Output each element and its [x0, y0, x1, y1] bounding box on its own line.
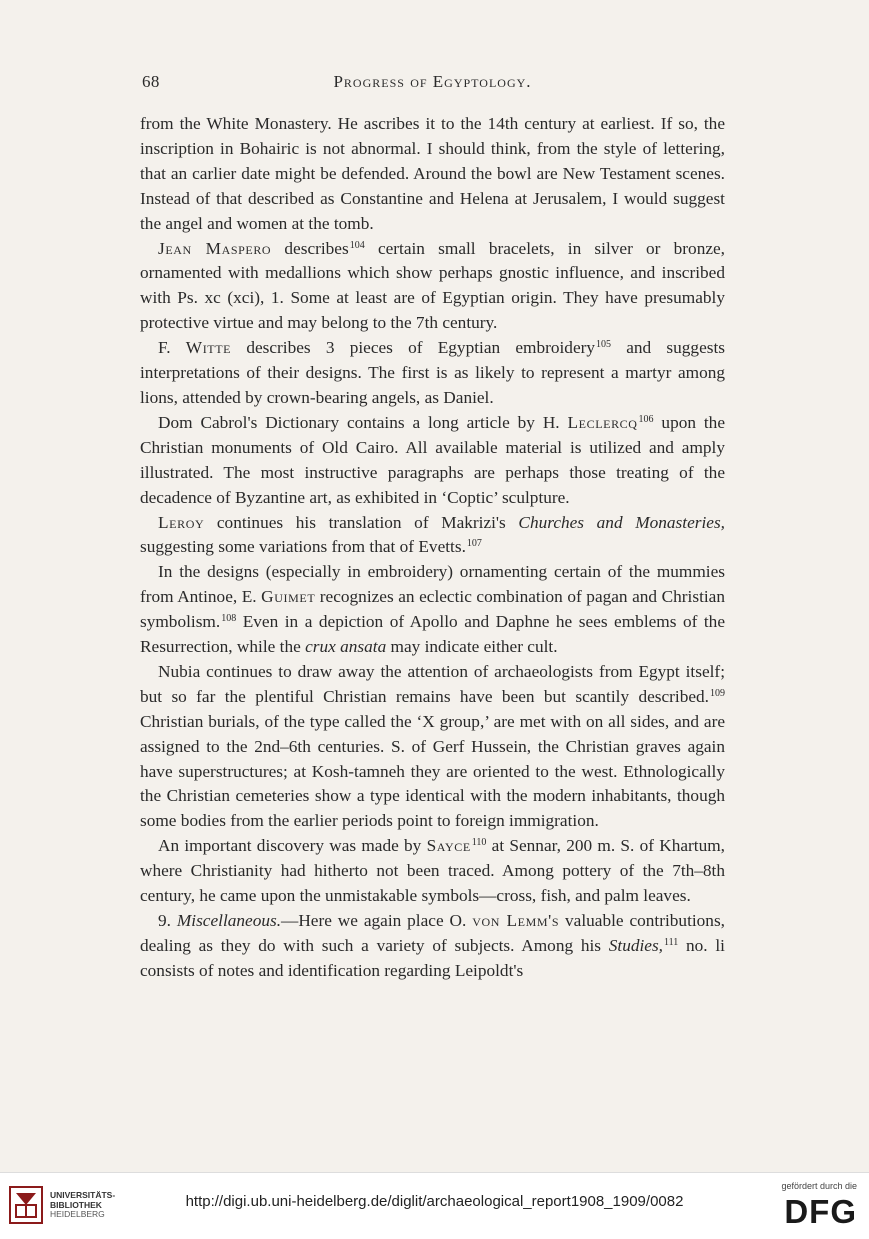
- text-run: Even in a depiction of Apollo and Daphne he sees emblems of the Resurrection, while the: [140, 612, 725, 657]
- author-name: Leclercq: [567, 412, 638, 432]
- italic-text: crux ansata: [305, 637, 387, 657]
- funding-notice: [767, 1181, 857, 1229]
- footnote-ref: 111: [664, 936, 679, 948]
- body-text: [140, 112, 725, 984]
- text-run: certain small bracelets, in silver or bronze, ornamented with medallions which show perhaps gnostic influence, and inscribed with Ps. xc (xci), 1. Some at least are of Egyptian origin. They have presumably protective virtue and may belong to the 7th century.: [140, 238, 725, 333]
- text-run: An important discovery was made by: [158, 836, 427, 856]
- text-run: Dom Cabrol's Dictionary contains a long article by H.: [158, 412, 568, 432]
- text-run: describes 3 pieces of Egyptian embroidery: [231, 338, 596, 358]
- library-name-line: UNIVERSITÄTS-: [50, 1190, 116, 1200]
- text-run: at Sennar, 200 m. S. of Khartum, where Christianity had hitherto not been traced. Among pottery of the 7th–8th century, he came upon the unmistakable symbols—cross, fish, and palm leaves.: [140, 836, 725, 906]
- running-head: Progress of Egyptology.: [333, 72, 532, 91]
- text-run: Nubia continues to draw away the attention of archaeologists from Egypt itself; but so far the plentiful Christian remains have been but scantily described.: [140, 661, 725, 706]
- author-name: Sayce: [426, 836, 471, 856]
- author-name: Witte: [185, 338, 232, 358]
- text-run: Christian burials, of the type called the ‘X group,’ are met with on all sides, and are assigned to the 2nd–6th centuries. S. of Gerf Hussein, the Christian graves again have superstructures; at Kosh-tamneh they are oriented to the west. Ethnologically the Christian cemeteries show a type identical with the modern inhabitants, though some bodies from the earlier periods point to foreign immigration.: [140, 711, 725, 831]
- source-url-link[interactable]: http://digi.ub.uni-heidelberg.de/diglit/archaeological_report1908_1909/0082: [185, 1193, 684, 1210]
- footnote-ref: 106: [638, 413, 654, 425]
- page-number: 68: [142, 72, 160, 91]
- paragraph: [140, 560, 725, 660]
- author-name: Leroy: [158, 512, 205, 532]
- author-name: Guimet: [261, 587, 316, 607]
- text-run: may indicate either cult.: [386, 637, 558, 657]
- author-name: von Lemm's: [472, 911, 560, 930]
- text-run: F.: [158, 338, 186, 358]
- footnote-ref: 107: [466, 538, 482, 550]
- footnote-ref: 110: [471, 837, 487, 849]
- text-run: and suggests interpretations of their designs. The first is as likely to represent a martyr among lions, attended by crown-bearing angels, as Daniel.: [140, 338, 725, 407]
- text-run: no. li consists of notes and identification regarding Leipoldt's: [140, 935, 725, 980]
- paragraph: [140, 411, 725, 511]
- text-run: suggesting some variations from that of Evetts.: [140, 537, 466, 557]
- text-run: continues his translation of Makrizi's: [204, 512, 519, 532]
- footnote-ref: 105: [596, 339, 612, 351]
- italic-text: Churches and Monasteries,: [518, 512, 725, 532]
- paragraph: [140, 511, 725, 561]
- text-run: upon the Christian monuments of Old Cairo. All available material is utilized and amply illustrated. The most instructive paragraphs are perhaps those treating of the decadence of Byzantine art, as exhibited in ‘Coptic’ sculpture.: [140, 412, 725, 507]
- page-header: [140, 72, 725, 96]
- footer-bar: [0, 1172, 869, 1239]
- dfg-logo[interactable]: DFG: [784, 1193, 857, 1230]
- text-run: 9.: [158, 911, 177, 930]
- author-name: Jean Maspero: [158, 238, 272, 258]
- paragraph: [140, 834, 725, 909]
- text-run: —Here we again place O.: [281, 911, 473, 930]
- text-run: valuable contributions, dealing as they do with such a variety of subjects. Among his: [140, 911, 725, 955]
- paragraph: [140, 237, 725, 337]
- text-run: from the White Monastery. He ascribes it to the 14th century at earliest. If so, the inscription in Bohairic is not abnormal. I should think, from the style of lettering, that an carlier date might be defended. Around the bowl are New Testament scenes. Instead of that described as Constantine and Helena at Jerusalem, I would suggest the angel and women at the tomb.: [140, 114, 725, 233]
- paragraph: [140, 112, 725, 237]
- library-name-line: BIBLIOTHEK: [50, 1199, 102, 1210]
- text-run: recognizes an eclectic combination of pagan and Christian symbolism.: [140, 587, 725, 632]
- text-run: In the designs (especially in embroidery) ornamenting certain of the mummies from Antinoe, E.: [140, 562, 725, 607]
- paragraph: [140, 660, 725, 834]
- library-name-line: HEIDELBERG: [50, 1209, 105, 1219]
- text-run: describes: [271, 238, 349, 258]
- footnote-ref: 104: [349, 239, 365, 251]
- italic-text: Studies,: [608, 935, 664, 955]
- footnote-ref: 108: [221, 613, 237, 625]
- paragraph: [140, 336, 725, 411]
- funding-label: gefördert durch die: [781, 1181, 857, 1191]
- footnote-ref: 109: [710, 687, 725, 699]
- paragraph: [140, 909, 725, 984]
- italic-text: Miscellaneous.: [176, 911, 282, 930]
